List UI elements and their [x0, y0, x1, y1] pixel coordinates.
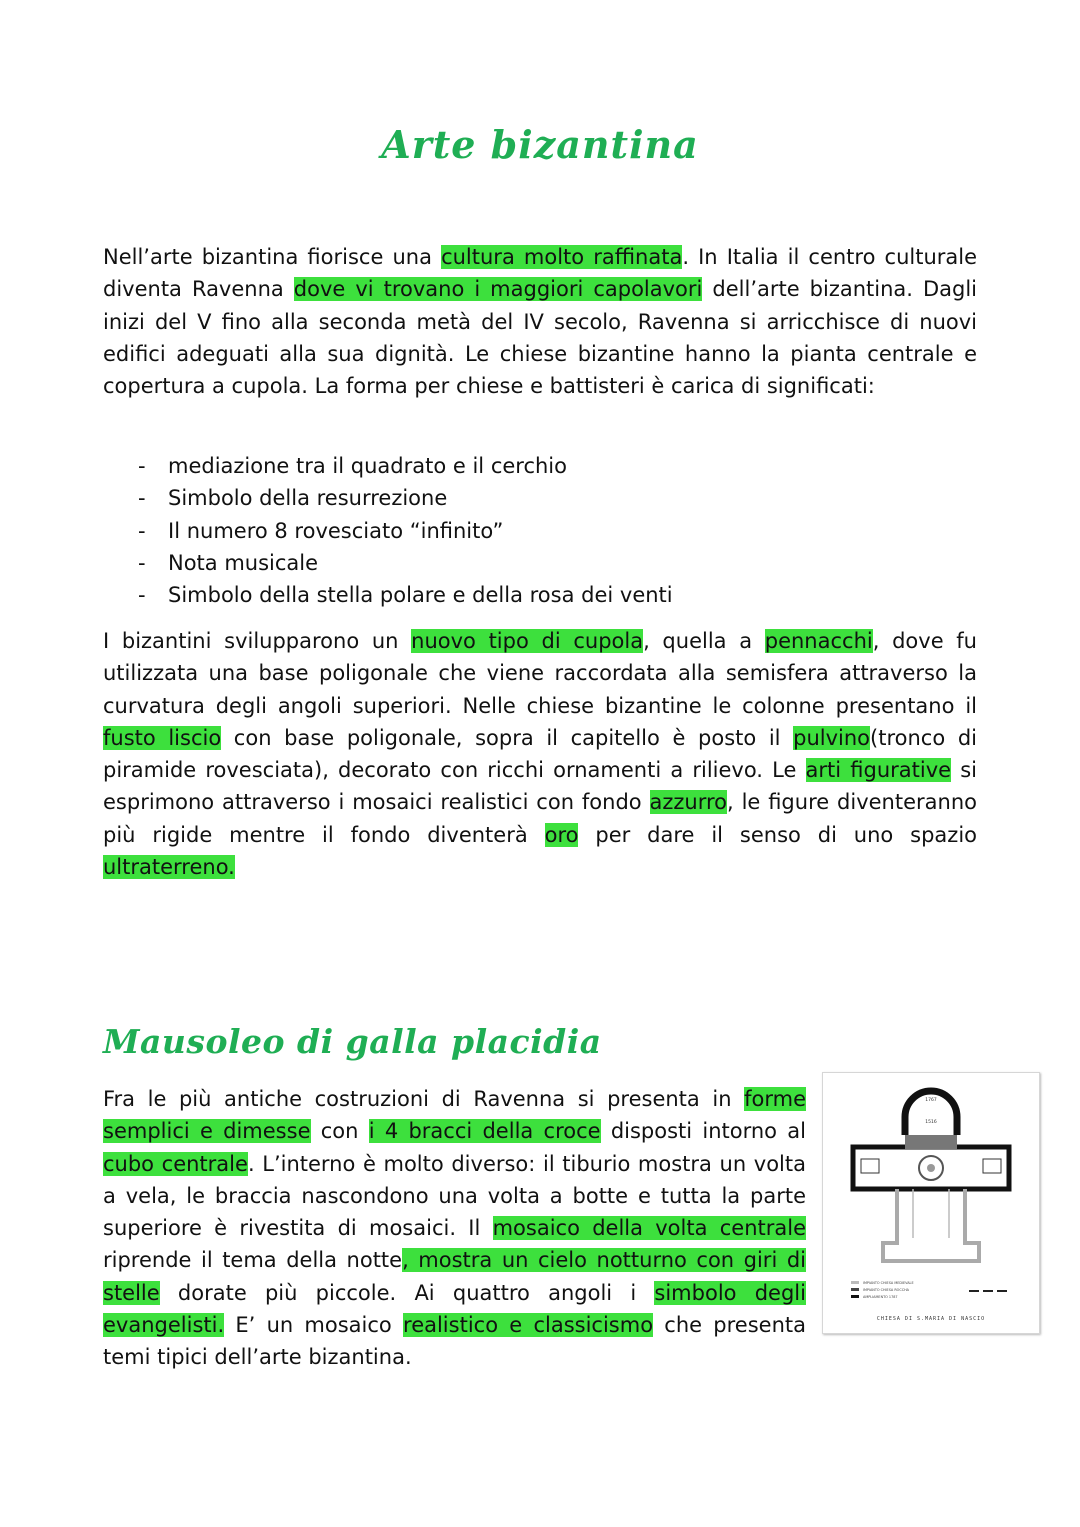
text-run: (tronco di piramide rovesciata), decorato con ricchi ornamenti a rilievo. Le: [103, 725, 977, 783]
highlighted-text: pulvino: [793, 725, 871, 750]
highlighted-text: i 4 bracci della croce: [368, 1119, 601, 1144]
text-run: . L’interno è molto diverso: il tiburio mostra un volta a vela, le braccia nascondono una volta a botte e tutta la parte superiore è rivestita di mosaici. Il: [103, 1151, 806, 1241]
text-run: , quella a: [643, 629, 765, 653]
intro-paragraph: [103, 241, 977, 402]
highlighted-text: dove vi trovano i maggiori capolavori: [293, 277, 703, 302]
plan-label-top: 1767: [925, 1098, 937, 1103]
text-run: , le figure diventeranno più rigide mentre il fondo diventerà: [103, 790, 977, 847]
symbol-list: [103, 450, 673, 611]
highlighted-text: forme semplici e dimesse: [103, 1087, 806, 1144]
dome-paragraph: [103, 625, 977, 883]
highlighted-text: simbolo degli evangelisti.: [103, 1280, 806, 1338]
text-run: con base poligonale, sopra il capitello è posto il: [221, 725, 794, 750]
highlighted-text: , mostra un cielo notturno con giri di stelle: [103, 1248, 806, 1305]
text-run: disposti intorno al: [600, 1119, 806, 1144]
section-title: Mausoleo di galla placidia: [103, 1022, 602, 1061]
legend-item: IMPIANTO CHIESA ROCCHA: [863, 1288, 909, 1292]
highlighted-text: ultraterreno.: [103, 855, 235, 880]
figure-caption: CHIESA DI S.MARIA DI NASCIO: [876, 1316, 986, 1322]
list-item: - Simbolo della stella polare e della rosa dei venti: [103, 579, 673, 611]
list-item: - Simbolo della resurrezione: [103, 482, 673, 514]
list-item: - mediazione tra il quadrato e il cerchio: [103, 450, 673, 482]
text-run: Nell’arte bizantina fiorisce una: [103, 245, 442, 269]
text-run: I bizantini svilupparono un: [103, 629, 412, 653]
highlighted-text: nuovo tipo di cupola: [411, 629, 644, 653]
text-run: per dare il senso di uno spazio: [578, 822, 978, 847]
floor-plan-figure: [822, 1072, 1040, 1334]
text-run: che presenta temi tipici dell’arte bizantina.: [103, 1313, 806, 1370]
text-run: Fra le più antiche costruzioni di Ravenna si presenta in: [103, 1087, 745, 1111]
legend-item: AMPLIAMENTO 1787: [863, 1295, 898, 1299]
floor-plan-drawing: [823, 1073, 1039, 1313]
highlighted-text: cubo centrale: [103, 1151, 248, 1176]
highlighted-text: pennacchi: [764, 629, 873, 653]
text-run: . In Italia il centro culturale diventa Ravenna: [103, 245, 978, 302]
text-run: E’ un mosaico: [224, 1313, 404, 1338]
highlighted-text: oro: [544, 822, 579, 847]
text-run: dorate più piccole. Ai quattro angoli i: [159, 1280, 655, 1305]
highlighted-text: arti figurative: [805, 758, 952, 783]
mausoleo-paragraph: [103, 1083, 806, 1374]
highlighted-text: mosaico della volta centrale: [492, 1216, 806, 1241]
highlighted-text: fusto liscio: [103, 725, 222, 750]
list-item: - Nota musicale: [103, 547, 673, 579]
highlighted-text: realistico e classicismo: [403, 1313, 654, 1338]
legend-item: IMPIANTO CHIESA MEDIEVALE: [863, 1281, 914, 1285]
text-run: si esprimono attraverso i mosaici realistici con fondo: [103, 758, 977, 815]
page-title: Arte bizantina: [381, 122, 699, 167]
text-run: dell’arte bizantina. Dagli inizi del V fino alla seconda metà del IV secolo, Ravenna si arricchisce di nuovi edifici adeguati alla sua dignità. Le chiese bizantine hanno la pianta centrale e copertura a cupola. La forma per chiese e battisteri è carica di significati:: [103, 277, 978, 399]
highlighted-text: azzurro: [649, 790, 728, 815]
highlighted-text: cultura molto raffinata: [441, 245, 683, 269]
text-run: riprende il tema della notte: [103, 1248, 403, 1273]
plan-label-mid: 1516: [925, 1120, 937, 1125]
text-run: , dove fu utilizzata una base poligonale che viene raccordata alla semisfera attraverso la curvatura degli angoli superiori. Nelle chiese bizantine le colonne presentano il: [103, 629, 977, 718]
text-run: con: [310, 1119, 369, 1144]
list-item: - Il numero 8 rovesciato “infinito”: [103, 515, 673, 547]
